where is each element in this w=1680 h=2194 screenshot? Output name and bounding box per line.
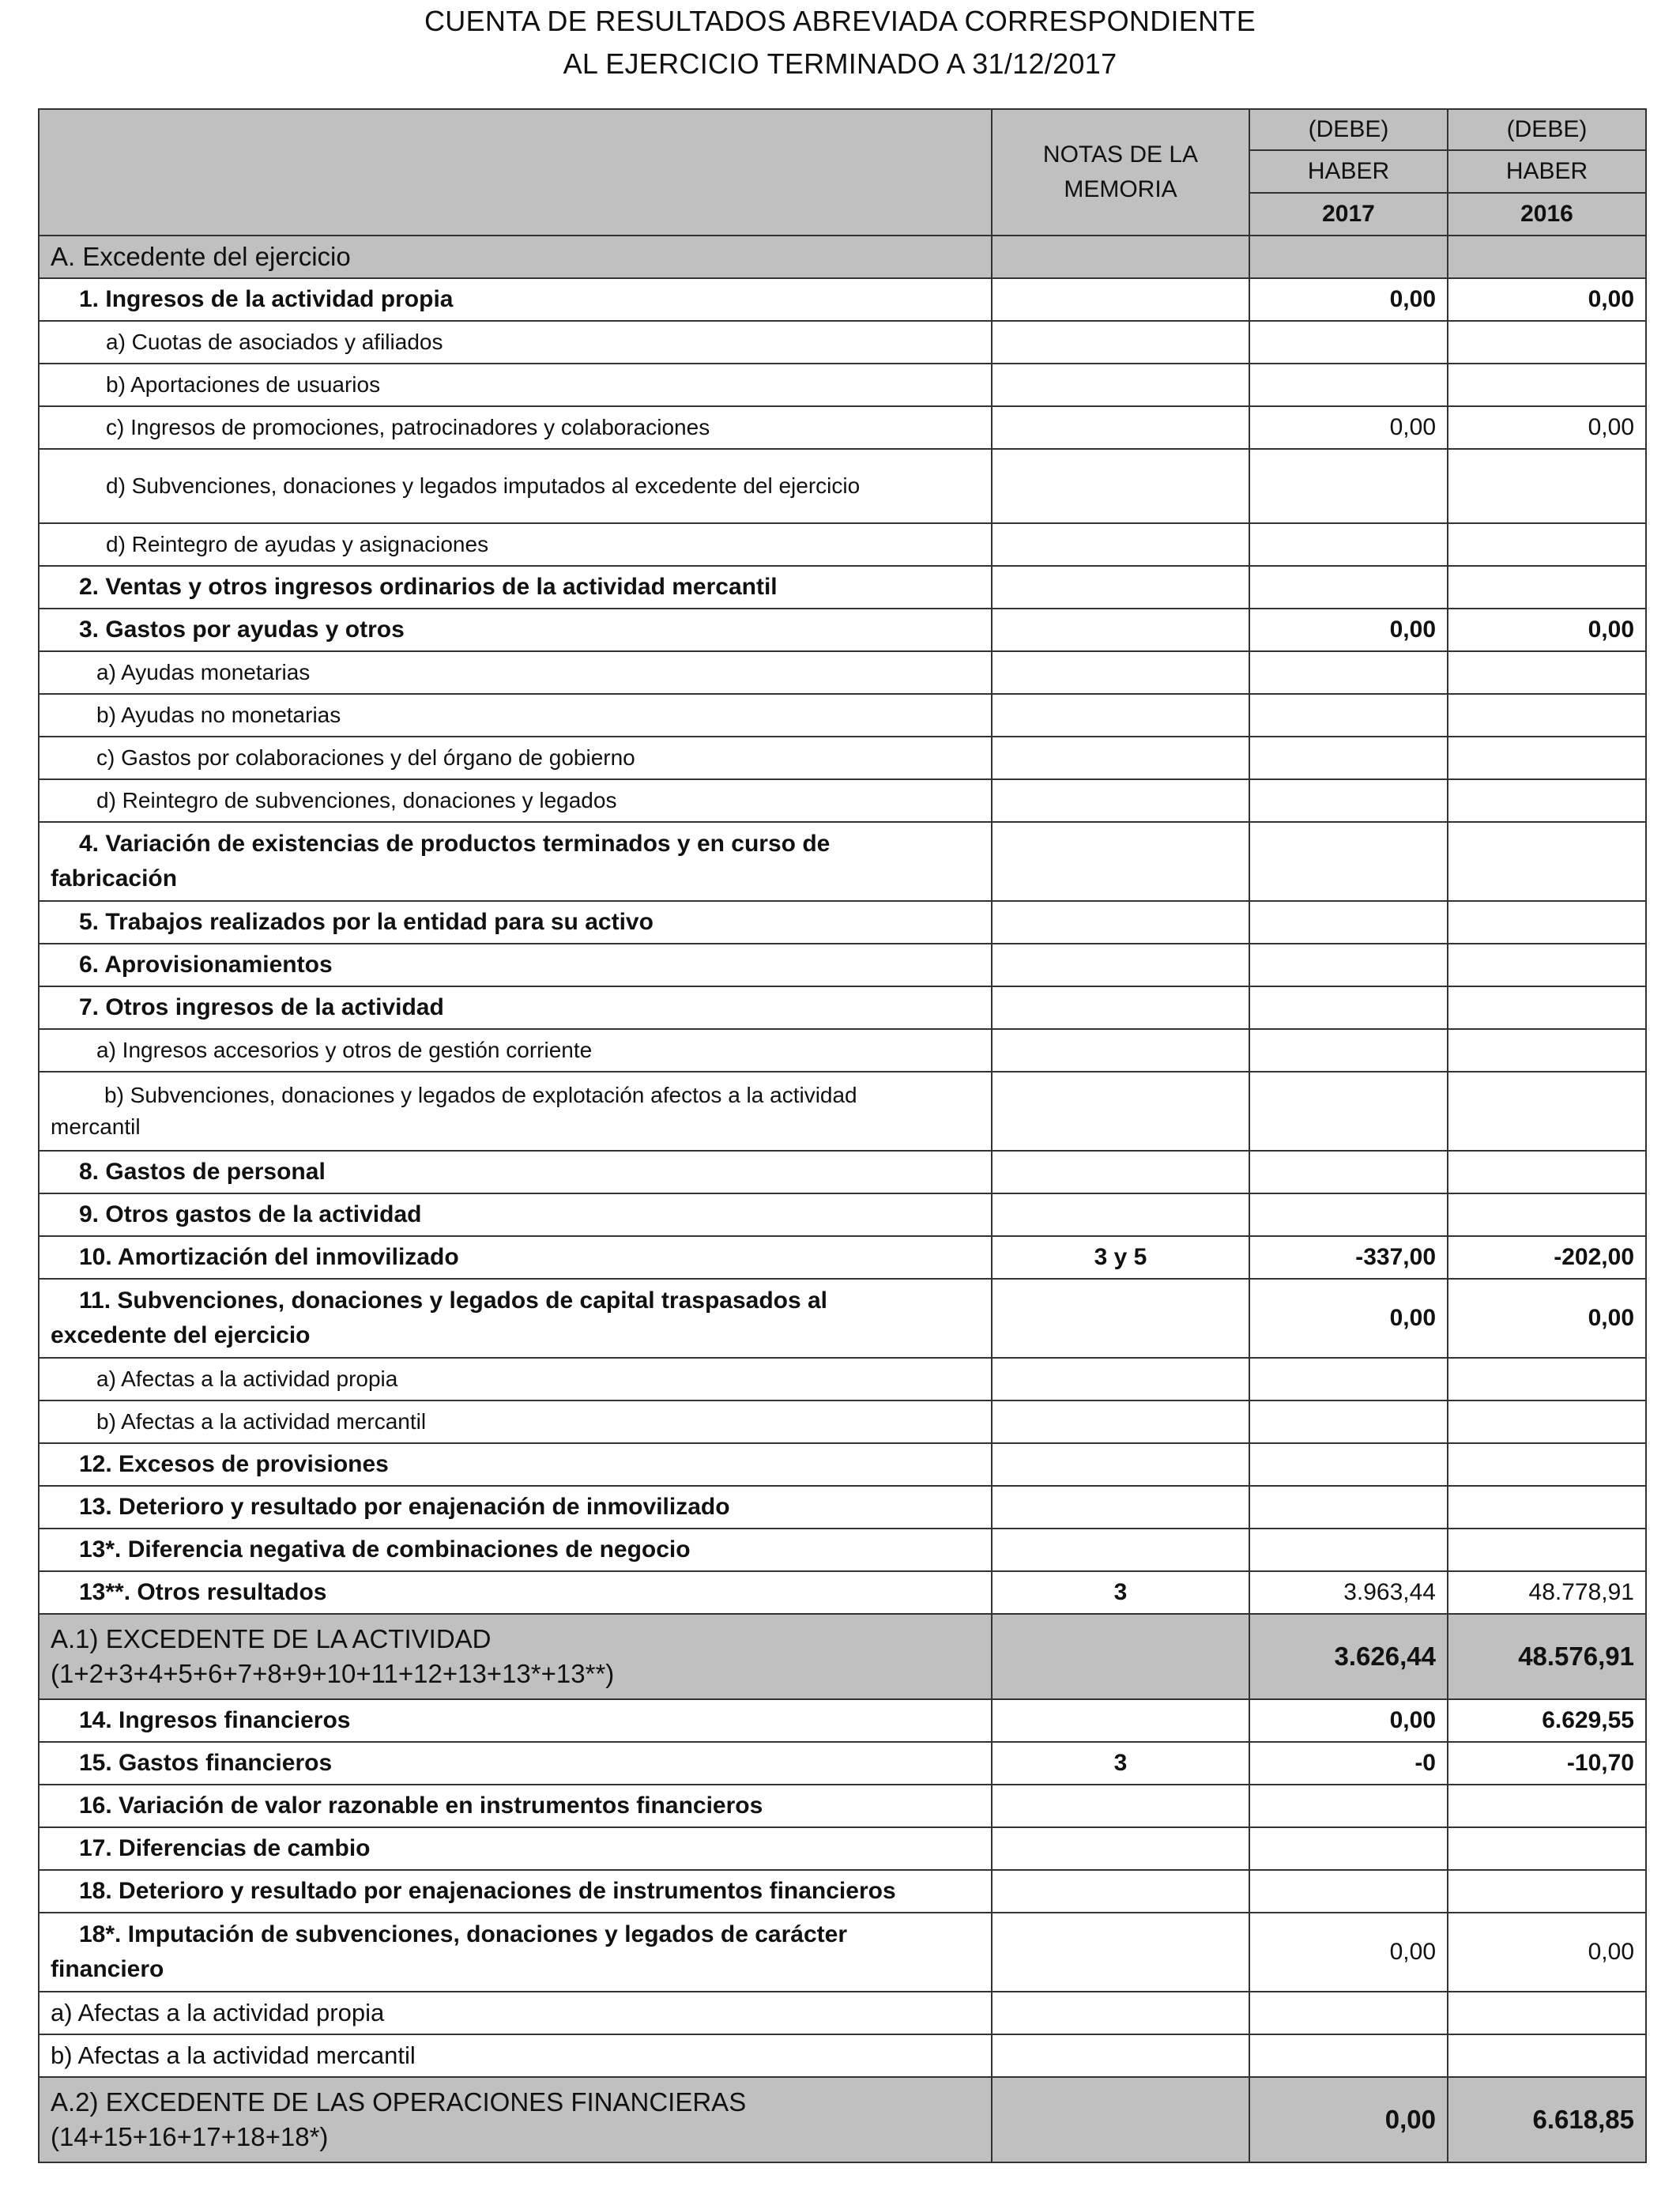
row-value-2017: 0,00 bbox=[1249, 278, 1448, 321]
row-value-2017 bbox=[1249, 901, 1448, 944]
row-value-2016 bbox=[1448, 1400, 1646, 1443]
section-a-notes bbox=[992, 236, 1249, 278]
row-value-2017 bbox=[1249, 1358, 1448, 1400]
table-row bbox=[39, 1992, 1646, 2034]
row-value-2017 bbox=[1249, 1529, 1448, 1571]
row-notes bbox=[992, 364, 1249, 406]
row-value-2017: -337,00 bbox=[1249, 1236, 1448, 1279]
table-row bbox=[39, 523, 1646, 566]
section-a-2016 bbox=[1448, 236, 1646, 278]
row-label bbox=[39, 2077, 992, 2162]
table-row bbox=[39, 1785, 1646, 1827]
row-value-2016 bbox=[1448, 779, 1646, 822]
row-value-2017 bbox=[1249, 1443, 1448, 1486]
row-label: 5. Trabajos realizados por la entidad para su activo bbox=[39, 901, 992, 944]
table-row bbox=[39, 651, 1646, 694]
row-value-2016 bbox=[1448, 944, 1646, 986]
row-label: 12. Excesos de provisiones bbox=[39, 1443, 992, 1486]
table-row bbox=[39, 1193, 1646, 1236]
row-label: 16. Variación de valor razonable en instrumentos financieros bbox=[39, 1785, 992, 1827]
row-value-2016 bbox=[1448, 1151, 1646, 1193]
row-label: a) Afectas a la actividad propia bbox=[39, 1992, 992, 2034]
table-row bbox=[39, 609, 1646, 651]
table-row bbox=[39, 1870, 1646, 1913]
table-row bbox=[39, 694, 1646, 737]
row-label: b) Aportaciones de usuarios bbox=[39, 364, 992, 406]
table-row bbox=[39, 1443, 1646, 1486]
row-value-2016 bbox=[1448, 1443, 1646, 1486]
row-label bbox=[39, 822, 992, 901]
row-label-line1: b) Subvenciones, donaciones y legados de explotación afectos a la actividad bbox=[104, 1083, 857, 1107]
row-notes bbox=[992, 321, 1249, 364]
row-value-2016 bbox=[1448, 1992, 1646, 2034]
income-statement-table bbox=[38, 108, 1647, 2163]
row-notes bbox=[992, 1827, 1249, 1870]
row-notes bbox=[992, 822, 1249, 901]
row-notes bbox=[992, 1151, 1249, 1193]
table-row bbox=[39, 449, 1646, 523]
row-label-line2: mercantil bbox=[51, 1114, 141, 1139]
row-label-line2: fabricación bbox=[51, 865, 178, 892]
header-notes-line1: NOTAS DE LA bbox=[1042, 141, 1199, 168]
table-row bbox=[39, 1827, 1646, 1870]
table-row bbox=[39, 1742, 1646, 1785]
row-value-2016: 6.629,55 bbox=[1448, 1699, 1646, 1742]
table-row bbox=[39, 1571, 1646, 1614]
row-value-2016: 48.778,91 bbox=[1448, 1571, 1646, 1614]
table-row bbox=[39, 406, 1646, 449]
row-notes bbox=[992, 651, 1249, 694]
subtotal-row bbox=[39, 2077, 1646, 2162]
table-row bbox=[39, 1699, 1646, 1742]
row-value-2016 bbox=[1448, 364, 1646, 406]
row-label bbox=[39, 1913, 992, 1992]
row-label: 10. Amortización del inmovilizado bbox=[39, 1236, 992, 1279]
section-a-title: A. Excedente del ejercicio bbox=[39, 236, 992, 278]
row-notes bbox=[992, 737, 1249, 779]
row-value-2017: 0,00 bbox=[1249, 1279, 1448, 1358]
header-2016-year: 2016 bbox=[1448, 193, 1646, 236]
table-row bbox=[39, 1486, 1646, 1529]
row-value-2017: -0 bbox=[1249, 1742, 1448, 1785]
row-notes: 3 y 5 bbox=[992, 1236, 1249, 1279]
row-value-2016: 6.618,85 bbox=[1448, 2077, 1646, 2162]
row-label: a) Ayudas monetarias bbox=[39, 651, 992, 694]
row-notes bbox=[992, 901, 1249, 944]
row-label-line1: A.2) EXCEDENTE DE LAS OPERACIONES FINANCIERAS bbox=[51, 2087, 747, 2117]
row-value-2016 bbox=[1448, 1870, 1646, 1913]
table-row bbox=[39, 1236, 1646, 1279]
row-value-2016 bbox=[1448, 651, 1646, 694]
row-value-2016 bbox=[1448, 1029, 1646, 1072]
row-value-2017 bbox=[1249, 2034, 1448, 2077]
row-value-2016 bbox=[1448, 901, 1646, 944]
table-row bbox=[39, 1400, 1646, 1443]
row-label: d) Subvenciones, donaciones y legados imputados al excedente del ejercicio bbox=[39, 449, 992, 523]
row-value-2017 bbox=[1249, 1193, 1448, 1236]
row-value-2016 bbox=[1448, 1072, 1646, 1151]
table-row bbox=[39, 2034, 1646, 2077]
row-notes bbox=[992, 1443, 1249, 1486]
row-notes bbox=[992, 1193, 1249, 1236]
table-row bbox=[39, 1358, 1646, 1400]
section-a-2017 bbox=[1249, 236, 1448, 278]
table-row bbox=[39, 364, 1646, 406]
header-2017-year: 2017 bbox=[1249, 193, 1448, 236]
row-label-line1: 11. Subvenciones, donaciones y legados de capital traspasados al bbox=[79, 1287, 828, 1314]
row-value-2017: 0,00 bbox=[1249, 406, 1448, 449]
row-value-2016 bbox=[1448, 449, 1646, 523]
row-label: a) Cuotas de asociados y afiliados bbox=[39, 321, 992, 364]
header-2017-debe: (DEBE) bbox=[1249, 109, 1448, 150]
row-value-2017 bbox=[1249, 1072, 1448, 1151]
row-value-2017 bbox=[1249, 1029, 1448, 1072]
row-value-2016 bbox=[1448, 1486, 1646, 1529]
row-notes bbox=[992, 944, 1249, 986]
row-label: 6. Aprovisionamientos bbox=[39, 944, 992, 986]
table-row bbox=[39, 1529, 1646, 1571]
row-label: 17. Diferencias de cambio bbox=[39, 1827, 992, 1870]
row-label: 18. Deterioro y resultado por enajenaciones de instrumentos financieros bbox=[39, 1870, 992, 1913]
row-label: d) Reintegro de subvenciones, donaciones y legados bbox=[39, 779, 992, 822]
row-notes bbox=[992, 1699, 1249, 1742]
row-value-2017 bbox=[1249, 737, 1448, 779]
row-value-2017 bbox=[1249, 1400, 1448, 1443]
row-notes bbox=[992, 278, 1249, 321]
table-row bbox=[39, 1029, 1646, 1072]
table-row bbox=[39, 901, 1646, 944]
table-row bbox=[39, 822, 1646, 901]
row-value-2016 bbox=[1448, 2034, 1646, 2077]
row-label-line2: financiero bbox=[51, 1956, 164, 1982]
row-notes bbox=[992, 1913, 1249, 1992]
row-value-2016 bbox=[1448, 1827, 1646, 1870]
row-value-2017 bbox=[1249, 566, 1448, 609]
row-value-2017: 0,00 bbox=[1249, 2077, 1448, 2162]
report-title-line1: CUENTA DE RESULTADOS ABREVIADA CORRESPONDIENTE bbox=[424, 5, 1256, 37]
row-value-2017 bbox=[1249, 944, 1448, 986]
row-notes bbox=[992, 2077, 1249, 2162]
row-label bbox=[39, 1279, 992, 1358]
row-value-2017 bbox=[1249, 1827, 1448, 1870]
row-label: c) Gastos por colaboraciones y del órgano de gobierno bbox=[39, 737, 992, 779]
row-notes bbox=[992, 779, 1249, 822]
row-notes bbox=[992, 523, 1249, 566]
row-value-2016 bbox=[1448, 1529, 1646, 1571]
table-row bbox=[39, 321, 1646, 364]
row-value-2016 bbox=[1448, 822, 1646, 901]
table-row bbox=[39, 1072, 1646, 1151]
row-label: d) Reintegro de ayudas y asignaciones bbox=[39, 523, 992, 566]
row-notes bbox=[992, 566, 1249, 609]
row-label-line1: A.1) EXCEDENTE DE LA ACTIVIDAD bbox=[51, 1624, 492, 1653]
row-value-2017 bbox=[1249, 523, 1448, 566]
header-notes-line2: MEMORIA bbox=[1064, 176, 1177, 202]
row-notes bbox=[992, 694, 1249, 737]
row-value-2016: 48.576,91 bbox=[1448, 1614, 1646, 1699]
row-notes bbox=[992, 986, 1249, 1029]
row-label: 13*. Diferencia negativa de combinaciones de negocio bbox=[39, 1529, 992, 1571]
row-notes bbox=[992, 449, 1249, 523]
table-row bbox=[39, 566, 1646, 609]
report-title-line2: AL EJERCICIO TERMINADO A 31/12/2017 bbox=[563, 47, 1117, 80]
row-value-2016 bbox=[1448, 986, 1646, 1029]
row-value-2017 bbox=[1249, 321, 1448, 364]
row-value-2017 bbox=[1249, 1992, 1448, 2034]
row-label: 14. Ingresos financieros bbox=[39, 1699, 992, 1742]
row-label-line2: excedente del ejercicio bbox=[51, 1322, 311, 1348]
row-value-2017: 0,00 bbox=[1249, 1699, 1448, 1742]
row-value-2017 bbox=[1249, 1870, 1448, 1913]
row-label: 7. Otros ingresos de la actividad bbox=[39, 986, 992, 1029]
row-label: 2. Ventas y otros ingresos ordinarios de la actividad mercantil bbox=[39, 566, 992, 609]
row-label: 15. Gastos financieros bbox=[39, 1742, 992, 1785]
row-notes bbox=[992, 1785, 1249, 1827]
table-row bbox=[39, 1279, 1646, 1358]
table-row bbox=[39, 779, 1646, 822]
row-value-2016 bbox=[1448, 523, 1646, 566]
row-label: b) Ayudas no monetarias bbox=[39, 694, 992, 737]
row-value-2017 bbox=[1249, 1151, 1448, 1193]
row-value-2017: 0,00 bbox=[1249, 609, 1448, 651]
row-notes bbox=[992, 1400, 1249, 1443]
table-row bbox=[39, 1913, 1646, 1992]
row-value-2017 bbox=[1249, 779, 1448, 822]
row-label-line2: (1+2+3+4+5+6+7+8+9+10+11+12+13+13*+13**) bbox=[51, 1659, 615, 1688]
row-value-2017 bbox=[1249, 694, 1448, 737]
row-value-2016: -202,00 bbox=[1448, 1236, 1646, 1279]
row-value-2016: 0,00 bbox=[1448, 278, 1646, 321]
row-notes bbox=[992, 1279, 1249, 1358]
row-value-2016 bbox=[1448, 1358, 1646, 1400]
row-value-2016: 0,00 bbox=[1448, 406, 1646, 449]
row-value-2016 bbox=[1448, 694, 1646, 737]
row-label: 13. Deterioro y resultado por enajenación de inmovilizado bbox=[39, 1486, 992, 1529]
header-blank bbox=[39, 109, 992, 236]
row-notes bbox=[992, 1614, 1249, 1699]
row-label: c) Ingresos de promociones, patrocinadores y colaboraciones bbox=[39, 406, 992, 449]
row-value-2016: 0,00 bbox=[1448, 1913, 1646, 1992]
row-notes: 3 bbox=[992, 1571, 1249, 1614]
table-row bbox=[39, 1151, 1646, 1193]
row-value-2017: 3.963,44 bbox=[1249, 1571, 1448, 1614]
table-row bbox=[39, 737, 1646, 779]
row-value-2016: -10,70 bbox=[1448, 1742, 1646, 1785]
row-value-2016 bbox=[1448, 1193, 1646, 1236]
row-notes bbox=[992, 1358, 1249, 1400]
row-notes bbox=[992, 2034, 1249, 2077]
row-notes bbox=[992, 406, 1249, 449]
table-row bbox=[39, 944, 1646, 986]
header-2016-haber: HABER bbox=[1448, 150, 1646, 193]
row-value-2017: 0,00 bbox=[1249, 1913, 1448, 1992]
row-label-line1: 18*. Imputación de subvenciones, donaciones y legados de carácter bbox=[79, 1921, 847, 1947]
row-value-2017 bbox=[1249, 986, 1448, 1029]
row-label: a) Ingresos accesorios y otros de gestión corriente bbox=[39, 1029, 992, 1072]
row-label: 13**. Otros resultados bbox=[39, 1571, 992, 1614]
row-notes bbox=[992, 1486, 1249, 1529]
table-row bbox=[39, 278, 1646, 321]
row-value-2016 bbox=[1448, 1785, 1646, 1827]
row-value-2017 bbox=[1249, 651, 1448, 694]
row-notes bbox=[992, 609, 1249, 651]
header-2017-haber: HABER bbox=[1249, 150, 1448, 193]
row-value-2016 bbox=[1448, 321, 1646, 364]
row-label-line2: (14+15+16+17+18+18*) bbox=[51, 2122, 329, 2151]
row-label bbox=[39, 1614, 992, 1699]
table-row bbox=[39, 986, 1646, 1029]
row-label: b) Afectas a la actividad mercantil bbox=[39, 2034, 992, 2077]
row-value-2017 bbox=[1249, 449, 1448, 523]
header-2016-debe: (DEBE) bbox=[1448, 109, 1646, 150]
row-label bbox=[39, 1072, 992, 1151]
row-label: a) Afectas a la actividad propia bbox=[39, 1358, 992, 1400]
row-notes: 3 bbox=[992, 1742, 1249, 1785]
row-notes bbox=[992, 1992, 1249, 2034]
row-label: 8. Gastos de personal bbox=[39, 1151, 992, 1193]
row-value-2016 bbox=[1448, 737, 1646, 779]
row-value-2016: 0,00 bbox=[1448, 609, 1646, 651]
row-value-2017 bbox=[1249, 364, 1448, 406]
row-label: 3. Gastos por ayudas y otros bbox=[39, 609, 992, 651]
row-value-2017 bbox=[1249, 822, 1448, 901]
row-value-2016 bbox=[1448, 566, 1646, 609]
row-notes bbox=[992, 1870, 1249, 1913]
row-value-2017: 3.626,44 bbox=[1249, 1614, 1448, 1699]
row-label: 9. Otros gastos de la actividad bbox=[39, 1193, 992, 1236]
row-label-line1: 4. Variación de existencias de productos terminados y en curso de bbox=[79, 831, 831, 857]
header-notes bbox=[992, 109, 1249, 236]
row-label: b) Afectas a la actividad mercantil bbox=[39, 1400, 992, 1443]
row-notes bbox=[992, 1072, 1249, 1151]
subtotal-row bbox=[39, 1614, 1646, 1699]
row-value-2017 bbox=[1249, 1785, 1448, 1827]
row-notes bbox=[992, 1029, 1249, 1072]
row-value-2016: 0,00 bbox=[1448, 1279, 1646, 1358]
row-label: 1. Ingresos de la actividad propia bbox=[39, 278, 992, 321]
row-notes bbox=[992, 1529, 1249, 1571]
row-value-2017 bbox=[1249, 1486, 1448, 1529]
